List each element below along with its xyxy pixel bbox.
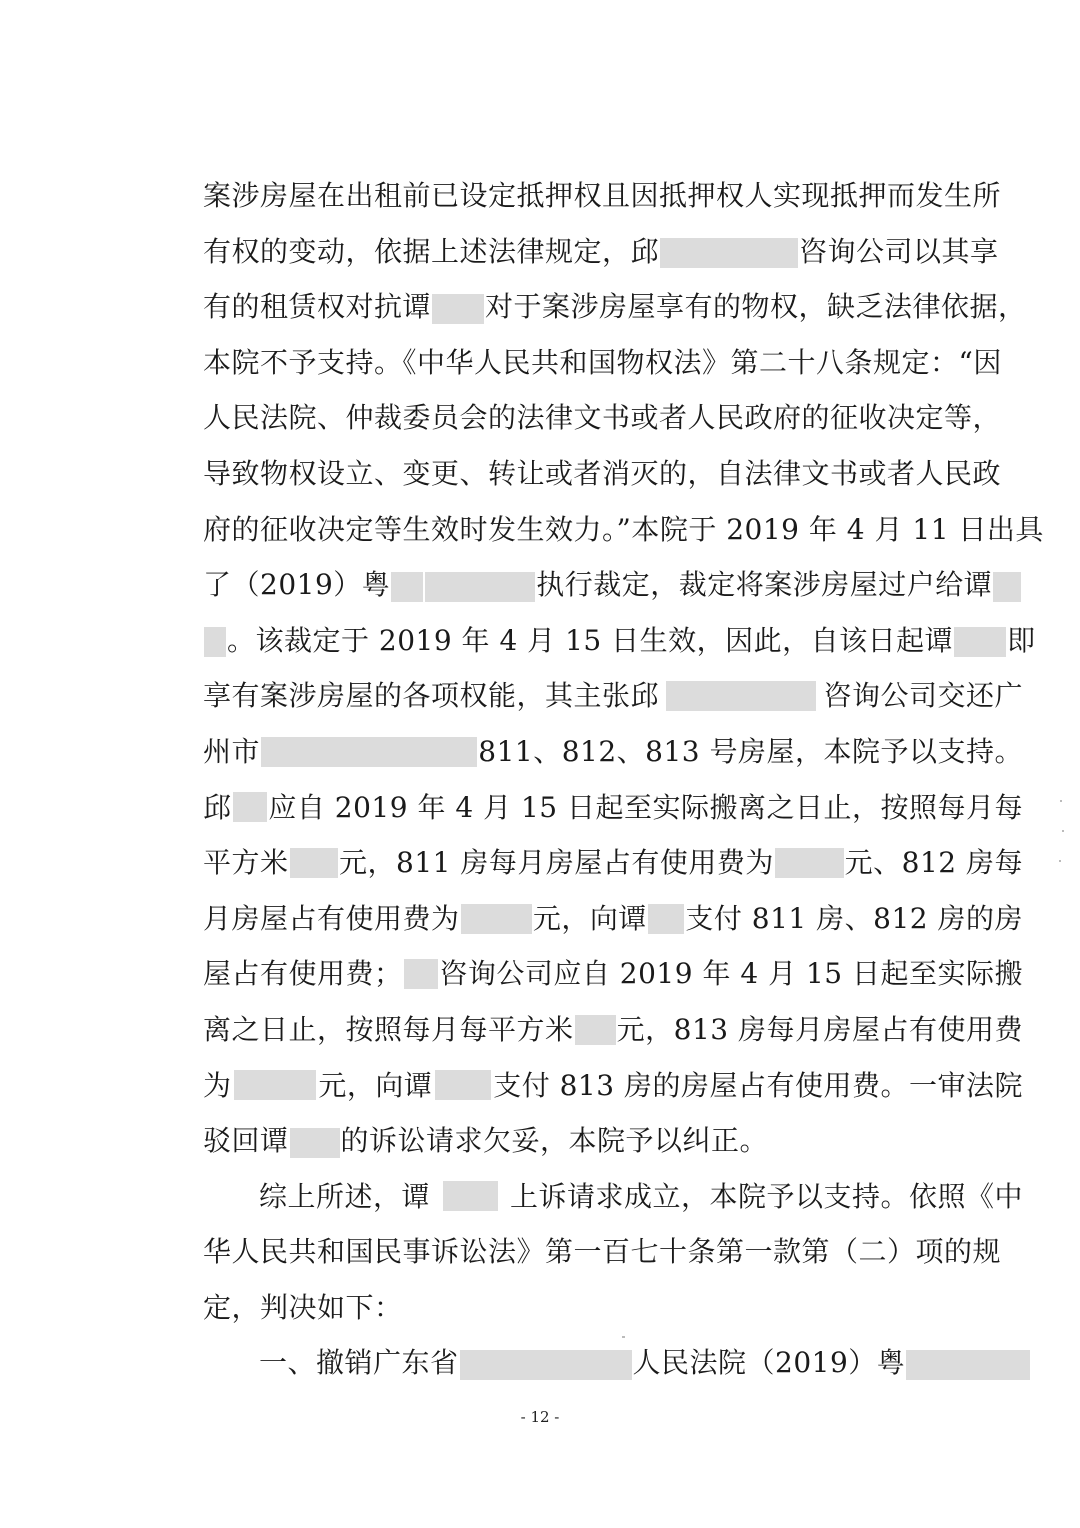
text-line xyxy=(203,613,1036,669)
text-segment: 享有案涉房屋的各项权能，其主张邱 xyxy=(203,679,660,713)
redaction-box xyxy=(775,848,844,878)
redaction-box xyxy=(234,1070,316,1100)
text-line xyxy=(203,1335,1023,1391)
text-segment: 咨询公司应自 2019 年 4 月 15 日起至实际搬 xyxy=(439,957,1023,991)
text-line xyxy=(203,668,1023,724)
text-segment: 元，813 房每月房屋占有使用费 xyxy=(616,1012,1023,1046)
redaction-box xyxy=(233,792,268,822)
text-segment: 对于案涉房屋享有的物权，缺乏法律依据， xyxy=(485,290,1027,324)
redaction-box xyxy=(648,904,685,934)
text-segment: 执行裁定，裁定将案涉房屋过户给谭 xyxy=(536,568,993,602)
redaction-box xyxy=(404,959,439,989)
text-segment: 咨询公司交还广 xyxy=(823,679,1023,713)
text-segment: 驳回谭 xyxy=(203,1124,289,1158)
text-segment: 元，向谭 xyxy=(532,901,647,935)
text-line xyxy=(203,390,1023,446)
text-line xyxy=(203,557,1023,613)
text-segment: 元、812 房每 xyxy=(844,846,1023,880)
text-segment: 元，811 房每月房屋占有使用费为 xyxy=(339,846,774,880)
text-segment: 本院不予支持。《中华人民共和国物权法》第二十八条规定：“因 xyxy=(203,345,1002,379)
text-line xyxy=(203,835,1023,891)
text-line xyxy=(203,1169,1023,1225)
redaction-box xyxy=(425,572,535,602)
text-segment: 支付 811 房、812 房的房 xyxy=(685,901,1023,935)
text-segment: 邱 xyxy=(203,790,232,824)
text-segment: 。该裁定于 2019 年 4 月 15 日生效，因此，自该日起谭 xyxy=(227,623,954,657)
redaction-box xyxy=(461,904,532,934)
text-segment: 人民法院（2019）粤 xyxy=(632,1346,906,1380)
redaction-box xyxy=(575,1015,616,1045)
text-segment: 即 xyxy=(1007,623,1036,657)
text-segment: 屋占有使用费； xyxy=(203,957,403,991)
text-segment: 的诉讼请求欠妥，本院予以纠正。 xyxy=(340,1124,769,1158)
text-line xyxy=(203,724,1023,780)
redaction-box xyxy=(954,627,1006,657)
redaction-box xyxy=(290,1128,340,1158)
redaction-box xyxy=(993,572,1021,602)
text-line xyxy=(203,946,1023,1002)
redaction-box xyxy=(660,238,798,268)
text-segment: 案涉房屋在出租前已设定抵押权且因抵押权人实现抵押而发生所 xyxy=(203,179,1002,212)
text-segment: 为 xyxy=(203,1068,232,1102)
redaction-box xyxy=(435,1070,491,1100)
redaction-box xyxy=(906,1350,1030,1380)
text-line xyxy=(203,279,1027,335)
text-line xyxy=(203,1058,1023,1114)
text-line xyxy=(203,335,1023,391)
text-segment: 一、撤销广东省 xyxy=(259,1346,459,1380)
text-segment: 离之日止，按照每月每平方米 xyxy=(203,1012,574,1046)
text-line xyxy=(203,1002,1023,1058)
text-segment: 支付 813 房的房屋占有使用费。一审法院 xyxy=(493,1068,1023,1102)
scan-speck xyxy=(1060,800,1062,802)
redaction-box xyxy=(391,572,423,602)
redaction-box xyxy=(460,1350,632,1380)
text-segment: 导致物权设立、变更、转让或者消灭的，自法律文书或者人民政 xyxy=(203,456,1002,490)
text-segment: 了（2019）粤 xyxy=(203,568,391,602)
scan-speck xyxy=(622,1336,625,1338)
page-number: - 12 - xyxy=(520,1408,560,1426)
redaction-box xyxy=(290,848,339,878)
text-line xyxy=(203,1113,1023,1169)
text-segment: 州市 xyxy=(203,734,261,768)
text-line xyxy=(203,891,1023,947)
text-segment: 华人民共和国民事诉讼法》第一百七十条第一款第（二）项的规 xyxy=(203,1235,1002,1269)
scan-speck xyxy=(1059,860,1061,862)
text-line xyxy=(203,780,1023,836)
redaction-box xyxy=(432,294,484,324)
text-segment: 元，向谭 xyxy=(318,1068,433,1102)
text-segment: 应自 2019 年 4 月 15 日起至实际搬离之日止，按照每月每 xyxy=(268,790,1023,824)
scan-speck xyxy=(1062,830,1064,832)
judgment-body-text xyxy=(203,168,1044,1391)
text-segment: 月房屋占有使用费为 xyxy=(203,901,460,935)
redaction-box xyxy=(666,681,816,711)
text-segment: 综上所述，谭 xyxy=(259,1179,431,1213)
text-segment: 咨询公司以其享 xyxy=(799,234,999,268)
redaction-box xyxy=(261,737,477,767)
text-segment: 811、812、813 号房屋，本院予以支持。 xyxy=(478,734,1023,768)
text-segment: 上诉请求成立，本院予以支持。依照《中 xyxy=(509,1179,1023,1213)
text-line xyxy=(203,1280,1023,1336)
text-line xyxy=(203,224,1023,280)
text-segment: 有的租赁权对抗谭 xyxy=(203,290,432,324)
text-segment: 平方米 xyxy=(203,846,289,880)
text-line xyxy=(203,446,1023,502)
text-line xyxy=(203,168,1023,224)
redaction-box xyxy=(204,627,226,657)
text-line xyxy=(203,1224,1023,1280)
text-line xyxy=(203,502,1044,558)
text-segment: 定，判决如下： xyxy=(203,1290,403,1324)
text-segment: 有权的变动，依据上述法律规定，邱 xyxy=(203,234,660,268)
redaction-box xyxy=(443,1181,498,1211)
text-segment: 府的征收决定等生效时发生效力。”本院于 2019 年 4 月 11 日出具 xyxy=(203,512,1044,546)
text-segment: 人民法院、仲裁委员会的法律文书或者人民政府的征收决定等， xyxy=(203,401,1002,435)
